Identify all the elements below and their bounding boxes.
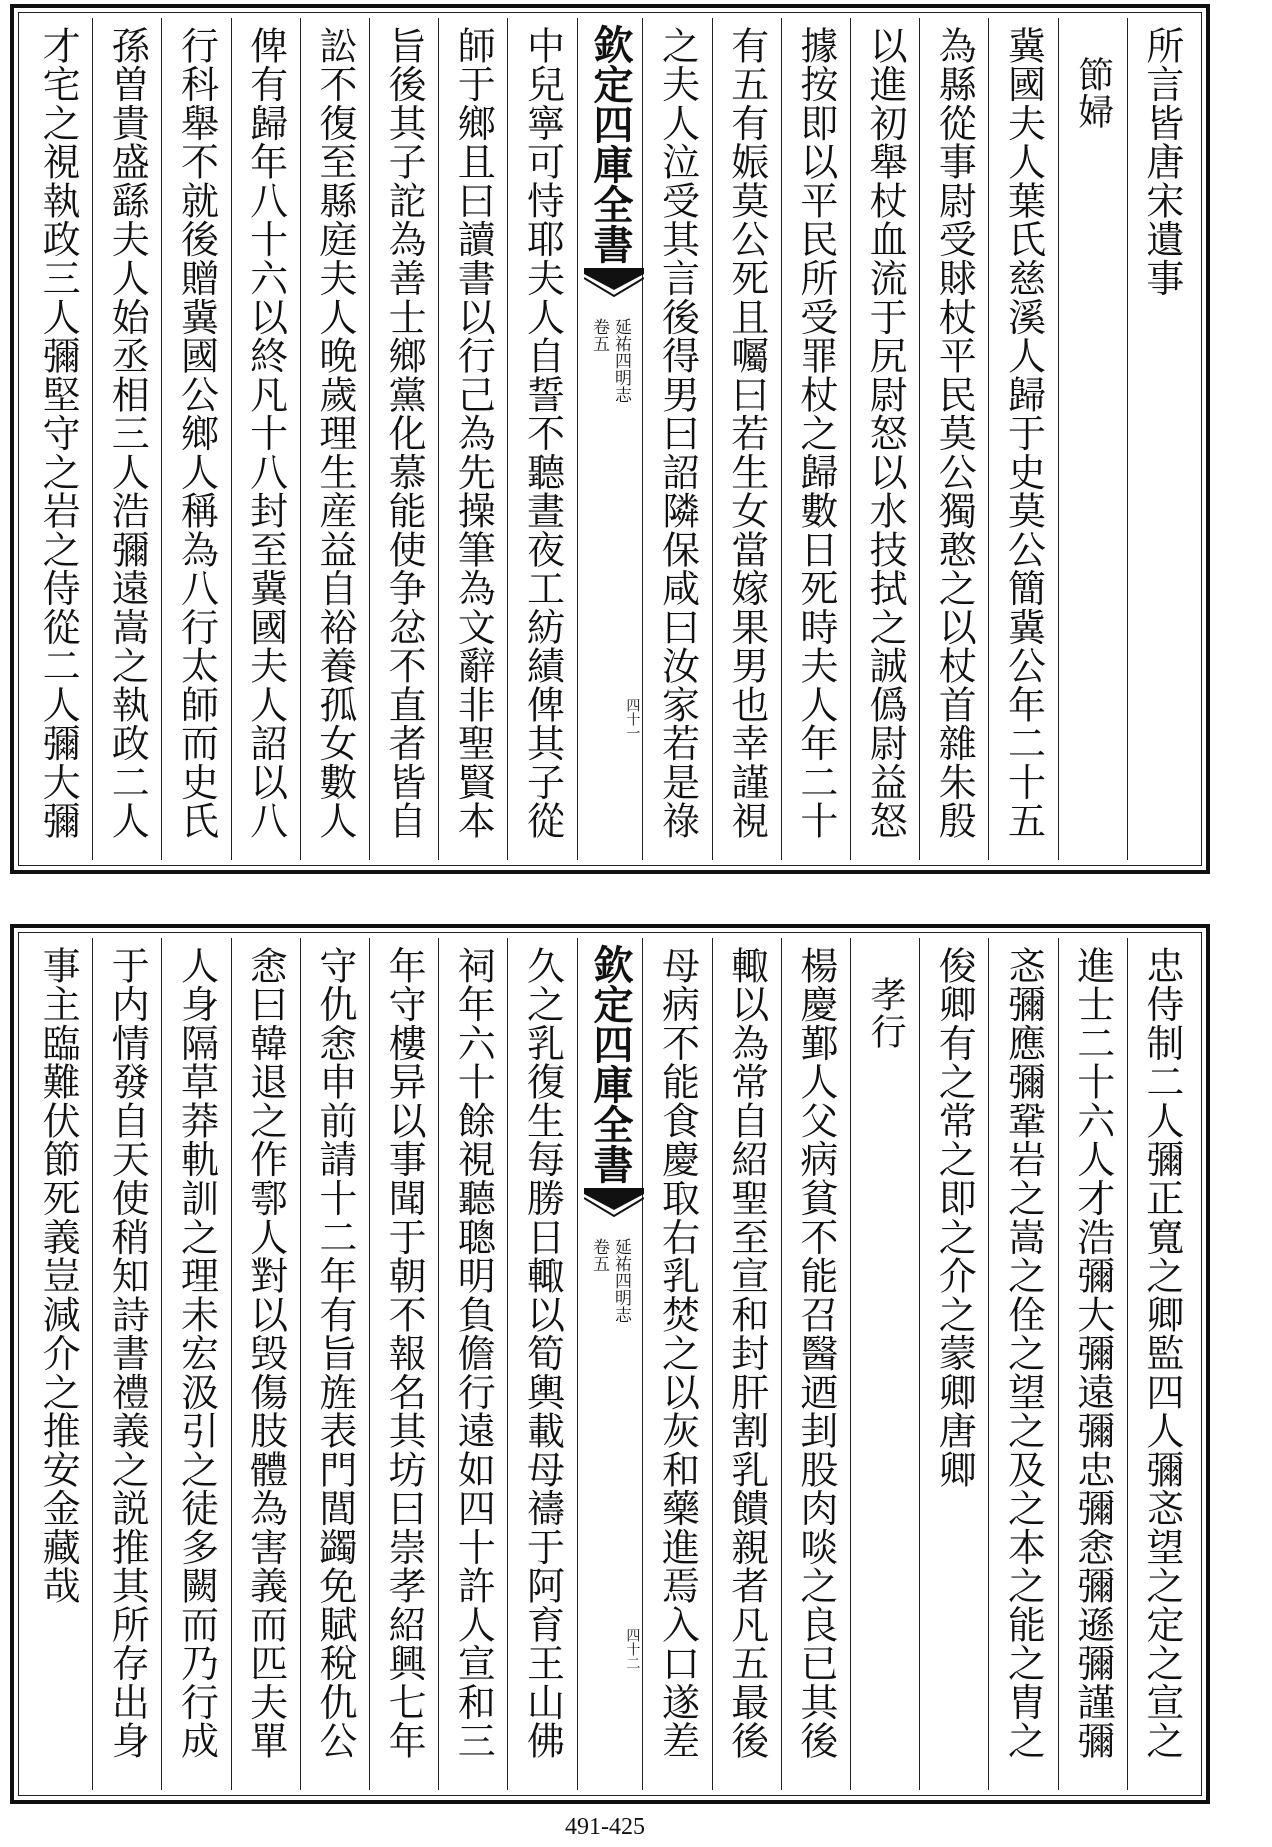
text-column: 俊卿有之常之即之介之蒙卿唐卿 [919, 938, 988, 1790]
top-page-panel [10, 4, 1210, 874]
text-column: 楊慶鄞人父病貧不能召醫迺刲股肉啖之良已其後 [781, 938, 850, 1790]
text-column: 冀國夫人葉氏慈溪人歸于史莫公簡冀公年二十五 [988, 18, 1057, 860]
text-column: 有五有娠莫公死且囑曰若生女當嫁果男也幸謹視 [712, 18, 781, 860]
text-column: 俾有歸年八十六以終凡十八封至冀國夫人詔以八 [231, 18, 300, 860]
folio-number: 四十二 [624, 1628, 641, 1670]
page-number: 491-425 [565, 1814, 645, 1840]
text-column: 忞彌應彌鞏岩之嵩之佺之望之及之本之能之胄之 [988, 938, 1057, 1790]
text-column: 祠年六十餘視聽聰明負儋行遠如四十許人宣和三 [438, 938, 507, 1790]
text-column: 事主臨難伏節死義豈減介之推安金藏哉 [36, 946, 81, 1605]
text-column: 久之乳復生每勝日輙以筍輿載母禱于阿育王山佛 [507, 938, 576, 1790]
text-column: 母病不能食慶取右乳焚之以灰和藥進焉入口遂差 [642, 938, 711, 1790]
chapter-volume: 卷五 [588, 1238, 609, 1272]
chapter-label [578, 1238, 643, 1398]
text-column: 忠侍制二人彌正寬之卿監四人彌忞望之定之宣之 [1127, 938, 1196, 1790]
chapter-name: 延祐四明志 [610, 318, 631, 403]
bottom-page-panel [10, 924, 1210, 1804]
fishtail-mark-icon [584, 1188, 644, 1222]
folio-number: 四十一 [624, 698, 641, 740]
text-column: 師于鄉且曰讀書以行己為先操筆為文辭非聖賢本 [438, 18, 507, 860]
section-heading-column: 孝行 [850, 938, 919, 1790]
text-column: 才宅之視執政三人彌堅守之岩之侍從二人彌大彌 [36, 26, 81, 840]
center-fold-column [577, 18, 643, 860]
book-title: 欽定四庫全書 [586, 24, 634, 264]
chapter-label [578, 318, 643, 478]
text-column: 中兒寧可恃耶夫人自誓不聽晝夜工紡績俾其子從 [507, 18, 576, 860]
chapter-name: 延祐四明志 [610, 1238, 631, 1323]
chapter-volume: 卷五 [588, 318, 609, 352]
text-column: 守仇悆申前請十二年有旨旌表門閭蠲免賦稅仇公 [300, 938, 369, 1790]
text-column: 悆曰韓退之作鄠人對以毁傷肢體為害義而匹夫單 [231, 938, 300, 1790]
text-column: 年守樓异以事聞于朝不報名其坊曰崇孝紹興七年 [369, 938, 438, 1790]
fishtail-mark-icon [584, 268, 644, 302]
text-column: 為縣從事尉受賕杖平民莫公獨憨之以杖首雜朱殷 [919, 18, 988, 860]
text-column: 以進初舉杖血流于尻尉怒以水技拭之誠僞尉益怒 [850, 18, 919, 860]
text-column: 進士二十六人才浩彌大彌遠彌忠彌悆彌遜彌謹彌 [1058, 938, 1127, 1790]
top-page-columns [24, 18, 1196, 860]
text-column: 據按即以平民所受罪杖之歸數日死時夫人年二十 [781, 18, 850, 860]
text-column: 旨後其子詑為善士鄉黨化慕能使争忿不直者皆自 [369, 18, 438, 860]
text-column: 于内情發自天使稍知詩書禮義之説推其所存出身 [92, 938, 161, 1790]
book-title: 欽定四庫全書 [586, 944, 634, 1184]
center-fold-column [577, 938, 643, 1790]
text-column: 孫曽貴盛繇夫人始丞相三人浩彌遠嵩之執政二人 [92, 18, 161, 860]
text-column: 所言皆唐宋遺事 [1127, 18, 1196, 860]
bottom-page-columns [24, 938, 1196, 1790]
text-column: 之夫人泣受其言後得男曰詔隣保咸曰汝家若是祿 [642, 18, 711, 860]
text-column: 人身隔草莽軌訓之理未宏汲引之徒多闕而乃行成 [161, 938, 230, 1790]
text-column: 訟不復至縣庭夫人晚歲理生産益自裕養孤女數人 [300, 18, 369, 860]
text-column: 行科舉不就後贈冀國公鄉人稱為八行太師而史氏 [161, 18, 230, 860]
text-column: 輙以為常自紹聖至宣和封肝割乳饋親者凡五最後 [712, 938, 781, 1790]
section-heading-column: 節婦 [1058, 18, 1127, 860]
